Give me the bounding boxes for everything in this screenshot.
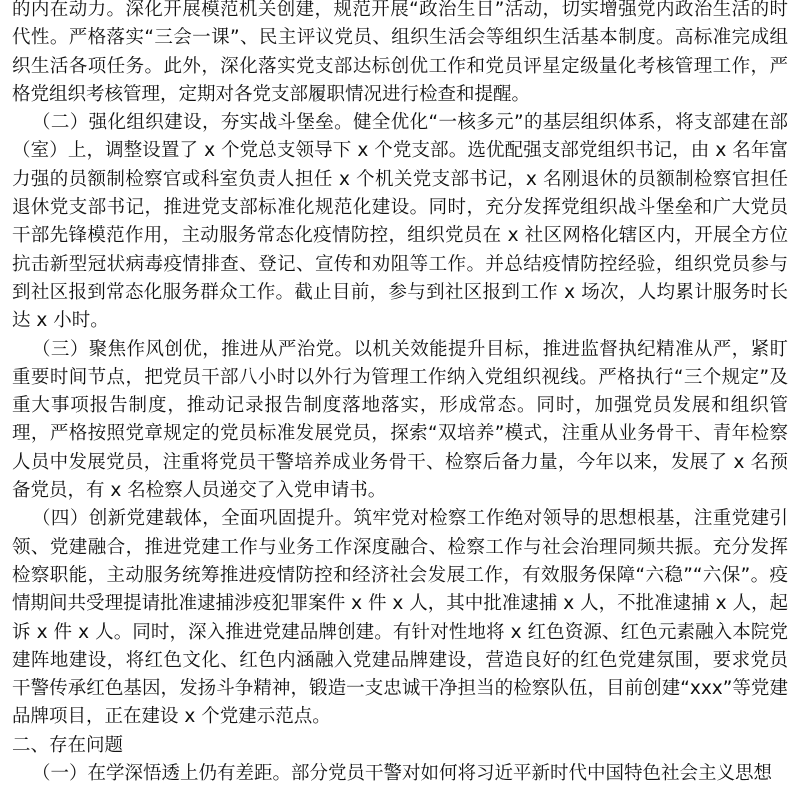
paragraph-problem-one: （一）在学深悟透上仍有差距。部分党员干警对如何将习近平新时代中国特色社会主义思想	[32, 763, 773, 785]
paragraph-organization-life: 的内在动力。深化开展模范机关创建，规范开展“政治生日”活动，切实增强党内政治生活的时代性。严格落实“三会一课”、民主评议党员、组织生活会等组织生活基本制度。高标准完成组织生活各项任务。此外，深化落实党支部达标创优工作和党员评星定级量化考核管理工作，严格党组织考核管理，定期对各党支部履职情况进行检查和提醒。	[12, 0, 788, 105]
paragraph-organization-building: （二）强化组织建设，夯实战斗堡垒。健全优化“一核多元”的基层组织体系，将支部建在部（室）上，调整设置了 x 个党总支领导下 x 个党支部。选优配强支部党组织书记，由 x 名年富力强的员额制检察官或科室负责人担任 x 个机关党支部书记，x 名刚退休的员额制检察官担任退休党支部书记，推进党支部标准化规范化建设。同时，充分发挥党组织战斗堡垒和广大党员干部先锋模范作用，主动服务常态化疫情防控，组织党员在 x 社区网格化辖区内，开展全方位抗击新型冠状病毒疫情排查、登记、宣传和劝阻等工作。并总结疫情防控经验，组织党员参与到社区报到常态化服务群众工作。截止目前，参与到社区报到工作 x 场次，人均累计服务时长达 x 小时。	[12, 112, 788, 332]
paragraph-party-building-carrier: （四）创新党建载体，全面巩固提升。筑牢党对检察工作绝对领导的思想根基，注重党建引领、党建融合，推进党建工作与业务工作深度融合、检察工作与社会治理同频共振。充分发挥检察职能，主动服务统筹推进疫情防控和经济社会发展工作，有效服务保障“六稳”“六保”。疫情期间共受理提请批准逮捕涉疫犯罪案件 x 件 x 人，其中批准逮捕 x 人，不批准逮捕 x 人，起诉 x 件 x 人。同时，深入推进党建品牌创建。有针对性地将 x 红色资源、红色元素融入本院党建阵地建设，将红色文化、红色内涵融入党建品牌建设，营造良好的红色党建氛围，要求党员干警传承红色基因，发扬斗争精神，锻造一支忠诚干净担当的检察队伍，目前创建“xxx”等党建品牌项目，正在建设 x 个党建示范点。	[12, 508, 788, 728]
document-page	[12, 0, 788, 788]
section-heading-problems: 二、存在问题	[12, 734, 124, 756]
paragraph-work-style: （三）聚焦作风创优，推进从严治党。以机关效能提升目标，推进监督执纪精准从严，紧盯重要时间节点，把党员干部八小时以外行为管理工作纳入党组织视线。严格执行“三个规定”及重大事项报告制度，推动记录报告制度落地落实，形成常态。同时，加强党员发展和组织管理，严格按照党章规定的党员标准发展党员，探索“双培养”模式，注重从业务骨干、青年检察人员中发展党员，注重将党员干警培养成业务骨干、检察后备力量，今年以来，发展了 x 名预备党员，有 x 名检察人员递交了入党申请书。	[12, 338, 788, 502]
